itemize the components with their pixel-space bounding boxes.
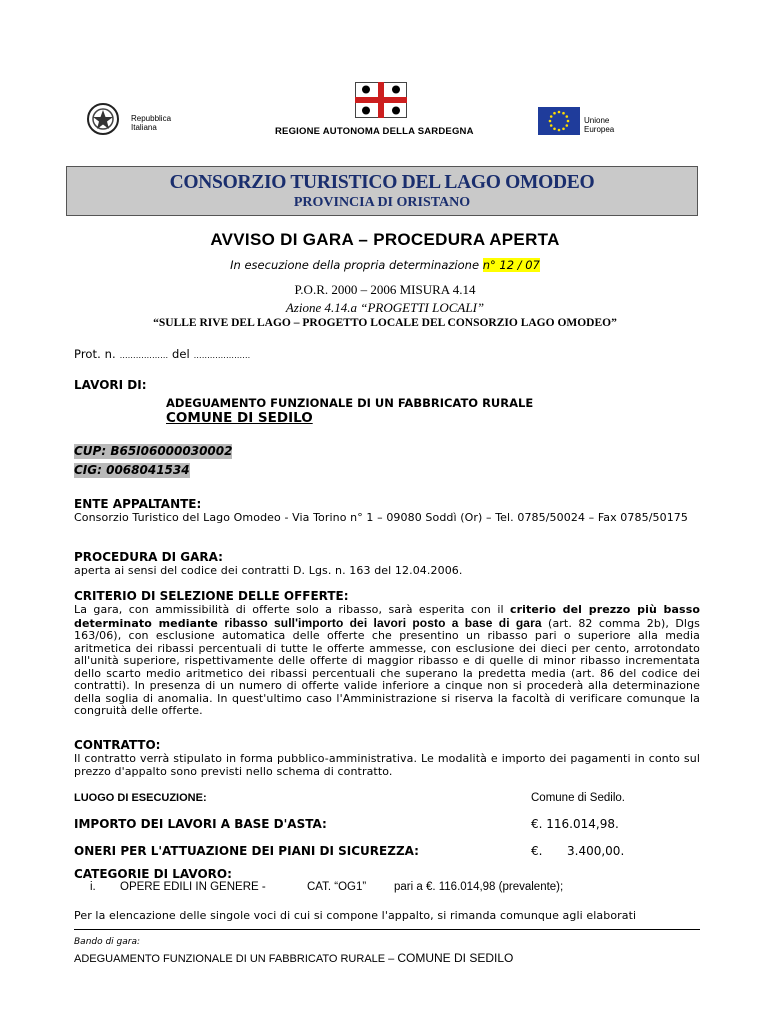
consortium-title: CONSORZIO TURISTICO DEL LAGO OMODEO — [169, 172, 595, 193]
republic-label-line1: Repubblica — [131, 114, 172, 123]
category-amount: pari a €. 116.014,98 (prevalente); — [394, 881, 564, 893]
action-line: Azione 4.14.a “PROGETTI LOCALI” — [285, 300, 485, 315]
determination-text: In esecuzione della propria determinazione — [230, 258, 480, 272]
criterio-bold-1: criterio del prezzo più basso determinato mediante — [74, 603, 700, 630]
footer-divider — [74, 929, 700, 930]
categorie-title: CATEGORIE DI LAVORO: — [74, 867, 232, 881]
determination-number: n° 12 / 07 — [482, 258, 540, 272]
luogo-value: Comune di Sedilo. — [531, 792, 625, 804]
province-subtitle: PROVINCIA DI ORISTANO — [293, 195, 471, 210]
por-line: P.O.R. 2000 – 2006 MISURA 4.14 — [294, 282, 476, 297]
region-title: REGIONE AUTONOMA DELLA SARDEGNA — [275, 126, 474, 137]
footer-text-prefix: ADEGUAMENTO FUNZIONALE DI UN FABBRICATO RURALE – — [74, 953, 395, 965]
eu-label-line1: Unione — [584, 116, 610, 125]
project-line: “SULLE RIVE DEL LAGO – PROGETTO LOCALE DEL CONSORZIO LAGO OMODEO” — [153, 317, 617, 329]
contratto-text: Il contratto verrà stipulato in forma pubblico-amministrativa. Le modalità e importo dei pagamenti in conto sul prezzo d'appalto sono previsti nello schema di contratto. — [74, 752, 700, 778]
footer-label: Bando di gara: — [74, 937, 141, 947]
del-dots: ………………… — [193, 351, 251, 360]
prot-dots: ……………… — [119, 351, 169, 360]
works-label: LAVORI DI: — [74, 378, 147, 392]
oneri-value: 3.400,00. — [567, 844, 625, 858]
importo-label: IMPORTO DEI LAVORI A BASE D'ASTA: — [74, 817, 327, 831]
determination-line — [0, 258, 770, 272]
ente-text: Consorzio Turistico del Lago Omodeo - Via Torino n° 1 – 09080 Soddì (Or) – Tel. 0785/50024 – Fax 0785/50175 — [74, 511, 689, 524]
republic-label-line2: Italiana — [131, 123, 157, 132]
italian-emblem-icon — [86, 102, 120, 136]
del-label: del — [171, 347, 190, 361]
category-name: OPERE EDILI IN GENERE - — [120, 881, 266, 893]
criterio-text-2: (art. 82 comma 2b), Dlgs 163/06), con esclusione automatica delle offerte che presentino un ribasso pari o superiore alla media aritmetica dei ribassi percentuali di tutte le offerte ammesse, con esclusione dei dieci per cento, arrotondato all'unità superiore, rispettivamente delle offerte di maggior ribasso e di quelle di minor ribasso incrementata dello scarto medio aritmetico dei ribassi percentuali che superano la predetta media (art. 86 del codice dei contratti). In presenza di un numero di offerte valide inferiore a cinque non si procederà alla determinazione della soglia di anomalia. In quest'ultimo caso l'Amministrazione si riserva la facoltà di verificare comunque la congruità delle offerte. — [74, 616, 700, 717]
cup-code: CUP: B65I06000030002 — [74, 444, 233, 458]
criterio-bold-2: ribasso sull'importo dei lavori posto a base di gara — [224, 615, 542, 630]
elencazione-text: Per la elencazione delle singole voci di cui si compone l'appalto, si rimanda comunque agli elaborati — [74, 909, 637, 922]
eu-label-line2: Europea — [584, 125, 615, 134]
procedura-text: aperta ai sensi del codice dei contratti D. Lgs. n. 163 del 12.04.2006. — [74, 564, 463, 577]
importo-value: €. 116.014,98. — [531, 817, 619, 831]
notice-title: AVVISO DI GARA – PROCEDURA APERTA — [210, 230, 560, 249]
category-index: i. — [90, 881, 96, 893]
sardinia-flag-icon — [355, 82, 407, 118]
works-municipality: COMUNE DI SEDILO — [166, 410, 313, 426]
criterio-paragraph — [74, 604, 700, 718]
criterio-text-1: La gara, con ammissibilità di offerte solo a ribasso, sarà esperita con il — [74, 603, 504, 616]
luogo-label: LUOGO DI ESECUZIONE: — [74, 792, 207, 804]
protocol-line — [74, 348, 250, 363]
cig-code: CIG: 0068041534 — [74, 463, 190, 477]
prot-label: Prot. n. — [74, 347, 116, 361]
category-code: CAT. “OG1” — [307, 881, 367, 893]
ente-title: ENTE APPALTANTE: — [74, 497, 202, 511]
oneri-currency: €. — [531, 844, 543, 858]
contratto-title: CONTRATTO: — [74, 738, 161, 752]
footer-text-suffix: COMUNE DI SEDILO — [397, 951, 514, 965]
works-description: ADEGUAMENTO FUNZIONALE DI UN FABBRICATO RURALE — [166, 396, 534, 410]
oneri-label: ONERI PER L'ATTUAZIONE DEI PIANI DI SICUREZZA: — [74, 844, 419, 858]
eu-flag-icon — [538, 107, 580, 135]
footer-text — [74, 951, 513, 965]
procedura-title: PROCEDURA DI GARA: — [74, 550, 223, 564]
criterio-title: CRITERIO DI SELEZIONE DELLE OFFERTE: — [74, 589, 349, 603]
